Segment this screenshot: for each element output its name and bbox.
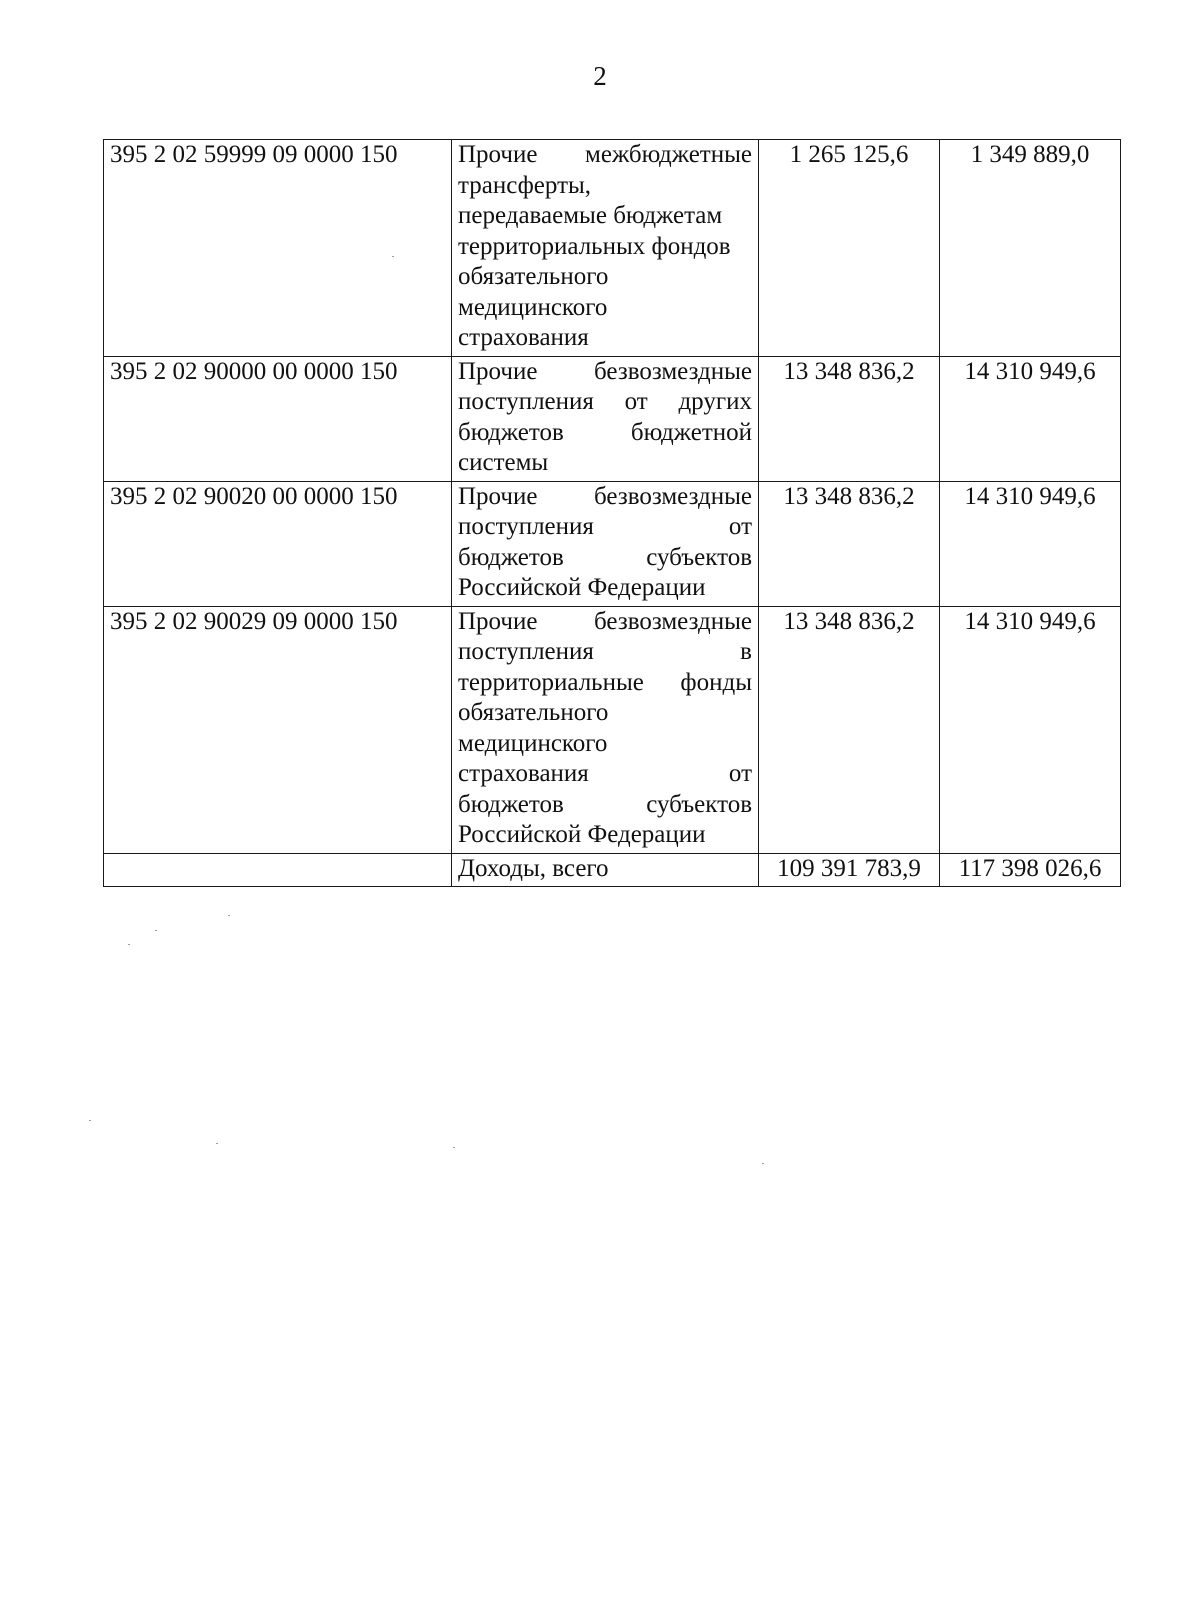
revenue-name-cell (452, 481, 759, 606)
revenue-name-cell (452, 356, 759, 481)
budget-code-cell: 395 2 02 59999 09 0000 150 (104, 140, 452, 357)
value-year-2-cell: 14 310 949,6 (940, 356, 1121, 481)
name-line: поступления от других (458, 388, 752, 415)
value-year-1-cell: 13 348 836,2 (759, 356, 940, 481)
name-line: Российской Федерации (458, 821, 706, 848)
scan-speck (155, 930, 157, 931)
value-year-1-cell: 13 348 836,2 (759, 606, 940, 853)
value-year-2-cell: 14 310 949,6 (940, 481, 1121, 606)
total-value-year-2-cell: 117 398 026,6 (940, 853, 1121, 887)
scan-speck (216, 1143, 218, 1144)
scan-speck (128, 944, 130, 945)
value-year-1-cell: 1 265 125,6 (759, 140, 940, 357)
total-row (104, 853, 1121, 887)
scan-speck (392, 256, 394, 257)
name-line: Прочие межбюджетные (458, 141, 752, 168)
name-line: обязательного (458, 263, 609, 290)
name-line: Прочие безвозмездные (458, 607, 752, 635)
revenue-table (103, 139, 1121, 887)
name-line: передаваемые бюджетам (458, 202, 723, 229)
scan-speck (453, 1147, 455, 1148)
name-line: медицинского (458, 293, 608, 321)
name-line: Российской Федерации (458, 574, 706, 601)
table-row (104, 606, 1121, 853)
value-year-2-cell: 14 310 949,6 (940, 606, 1121, 853)
name-line: трансферты, (458, 171, 592, 199)
name-line: бюджетов субъектов (458, 543, 752, 571)
scan-speck (228, 915, 230, 916)
name-line: бюджетов субъектов (458, 790, 752, 818)
value-year-2-cell: 1 349 889,0 (940, 140, 1121, 357)
name-line: поступления в (458, 638, 752, 665)
name-line: территориальные фонды (458, 668, 752, 696)
total-name-cell: Доходы, всего (452, 853, 759, 887)
name-line: территориальных фондов (458, 232, 731, 260)
value-year-1-cell: 13 348 836,2 (759, 481, 940, 606)
name-line: системы (458, 449, 549, 476)
budget-code-cell: 395 2 02 90000 00 0000 150 (104, 356, 452, 481)
name-line: обязательного (458, 699, 609, 726)
name-line: поступления от (458, 513, 752, 540)
name-line: страхования от (458, 760, 752, 787)
budget-code-cell: 395 2 02 90020 00 0000 150 (104, 481, 452, 606)
total-code-cell (104, 853, 452, 887)
total-value-year-1-cell: 109 391 783,9 (759, 853, 940, 887)
name-line: медицинского (458, 729, 608, 757)
table-row (104, 140, 1121, 357)
revenue-name-cell (452, 140, 759, 357)
table-body (104, 140, 1121, 887)
name-line: бюджетов бюджетной (458, 418, 752, 446)
budget-code-cell: 395 2 02 90029 09 0000 150 (104, 606, 452, 853)
scan-speck (89, 1120, 91, 1121)
name-line: страхования (458, 324, 589, 351)
name-line: Прочие безвозмездные (458, 482, 752, 510)
page-number: 2 (593, 61, 607, 91)
revenue-name-cell (452, 606, 759, 853)
name-line: Прочие безвозмездные (458, 357, 752, 385)
scan-speck (762, 1163, 764, 1164)
table-row (104, 356, 1121, 481)
table-row (104, 481, 1121, 606)
